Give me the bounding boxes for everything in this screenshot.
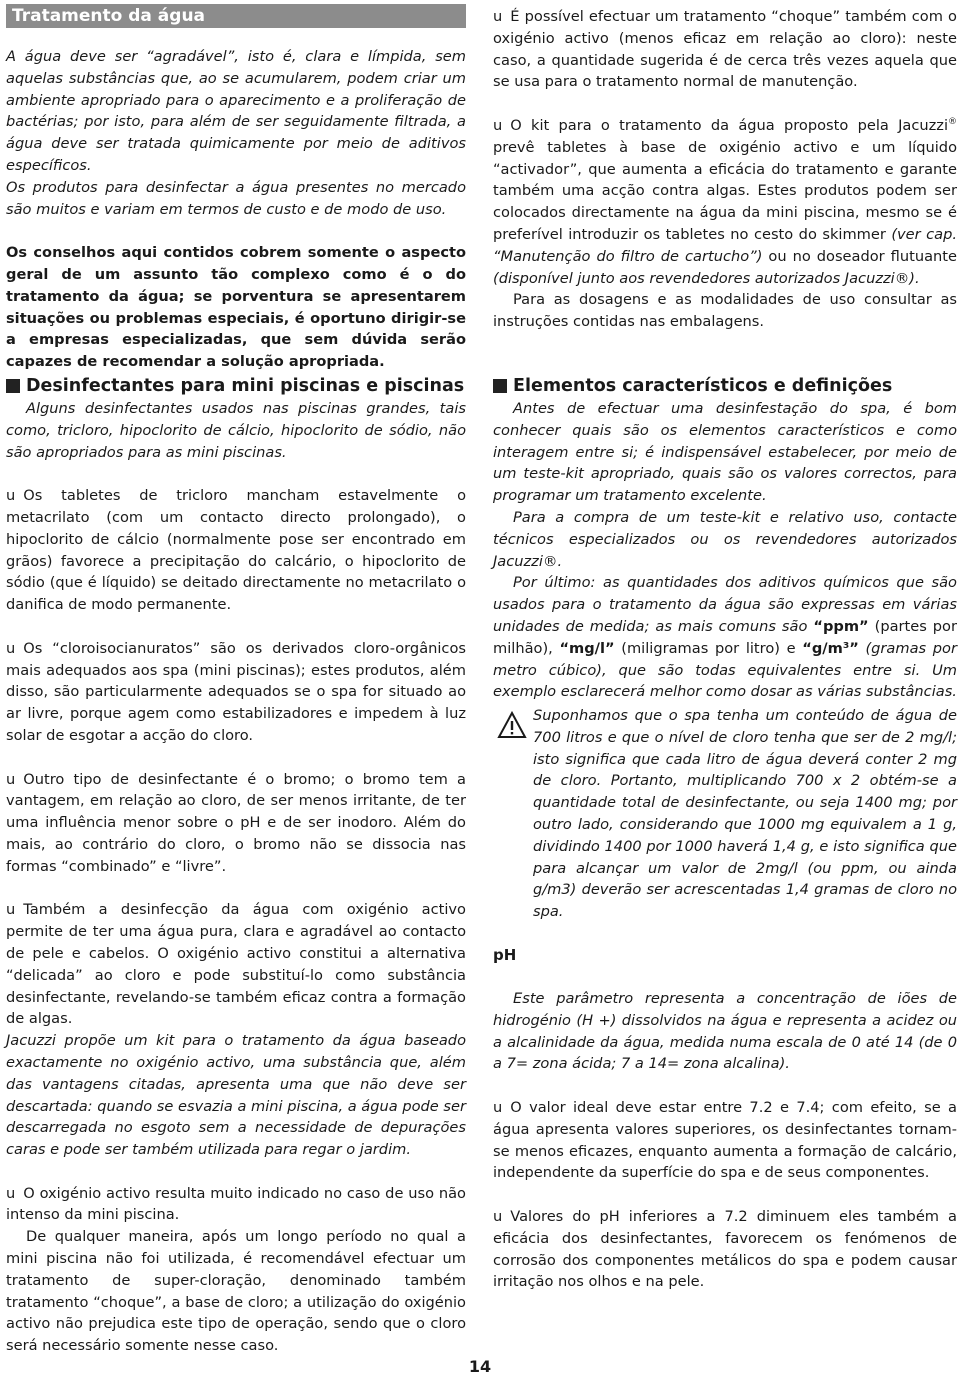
bullet-text: O oxigénio activo resulta muito indicado no caso de uso não intenso da mini piscina. [6, 1184, 466, 1224]
bullet-uso [6, 1183, 466, 1227]
ph-block [493, 988, 957, 1293]
bullet-tricloro [6, 485, 466, 616]
right-top-block [493, 6, 957, 333]
square-bullet-icon [493, 379, 507, 393]
bullet-text: ou no doseador flutuante [762, 247, 957, 265]
ph-paragraph: Este parâmetro representa a concentração de iões de hidrogénio (H +) dissolvidos na água e representa a acidez ou a alcalinidade da água, medida numa escala de 0 até 14 (de 0 a 7= zona ácida; 7 a 14= zona alcalina). [493, 990, 957, 1073]
bullet-kit [493, 115, 957, 289]
square-bullet-icon [6, 379, 20, 393]
bullet-text: Outro tipo de desinfectante é o bromo; o bromo tem a vantagem, em relação ao cloro, de ser menos irritante, de ter uma influência menor sobre o pH e de ser inodoro. Além do mais, ao contrário do cloro, o bromo não se dissocia nas formas “combinado” e “livre”. [6, 770, 466, 875]
bullet-icon: u [6, 487, 16, 505]
bullet-ph-low [493, 1206, 957, 1293]
bullet-icon: u [493, 1207, 503, 1225]
intro-paragraph-1: A água deve ser “agradável”, isto é, clara e límpida, sem aquelas substâncias que, ao se acumularem, podem criar um ambiente apropriado para o aparecimento e a proliferação de bactérias; por isto, para além de ser seguidamente filtrada, a água deve ser tratada quimicamente por meio de aditivos específicos. [6, 48, 466, 174]
bullet-text: Os tabletes de tricloro mancham estavelmente o metacrilato (com um contacto directo prolongado), o hipoclorito de cálcio (normalmente pose ser encontrado em grãos) favorece a precipitação do calcário, o hipoclorito de sódio (que é líquido) se deitado directamente no metacrilato o danifica de modo permanente. [6, 487, 466, 614]
elements-paragraph-1: Antes de efectuar uma desinfestação do spa, é bom conhecer quais são os elementos característicos e como interagem entre si; é indispensável estabelecer, por meio de um teste-kit apropriado, quais são os valores correctos, para programar um tratamento excelente. [493, 400, 957, 505]
bullet-text: O kit para o tratamento da água proposto pela Jacuzzi [510, 116, 948, 134]
intro-paragraph-2: Os produtos para desinfectar a água presentes no mercado são muitos e variam em termos de custo e de modo de uso. [6, 178, 466, 218]
bullet-text: prevê tabletes à base de oxigénio activo e um líquido “activador”, que aumenta a eficácia do tratamento e garante também uma acção contra algas. Estes produtos podem ser colocados directamente na água da mini piscina, mesmo se é preferível introduzir os tabletes no cesto do skimmer [493, 138, 957, 243]
bullet-oxigenio [6, 899, 466, 1030]
unit-mgl: “mg/l” [559, 639, 615, 657]
bullet-text: Também a desinfecção da água com oxigénio activo permite de ter uma água pura, clara e agradável ao contacto de pele e cabelos. O oxigénio activo constitui a alternativa “delicada” ao cloro e pode substituí-lo como substância desinfectante, revelando-se também eficaz contra a formação de algas. [6, 901, 466, 1028]
bullet-icon: u [6, 901, 16, 919]
bullet-bromo [6, 769, 466, 878]
heading-text: Elementos característicos e definições [513, 376, 893, 396]
page-number: 14 [468, 1357, 492, 1376]
dosage-paragraph: Para as dosagens e as modalidades de uso consultar as instruções contidas nas embalagens. [493, 291, 957, 331]
disinfectants-heading [6, 374, 464, 398]
warning-icon [497, 711, 527, 739]
heading-text: Desinfectantes para mini piscinas e piscinas [26, 376, 465, 396]
text: Por último: as quantidades dos aditivos químicos que são usados para o tratamento da água são expressas em várias unidades de medida; as mais comuns são [493, 574, 957, 635]
intro-block [6, 46, 466, 373]
bullet-text: Valores do pH inferiores a 7.2 diminuem eles também a eficácia dos desinfectantes, favorecem os fenómenos de corrosão dos componentes metálicos do spa e podem causar irritação nos olhos e na pele. [493, 1207, 957, 1291]
disinfectants-block [6, 398, 466, 1357]
bullet-choque [493, 6, 957, 93]
bullet-icon: u [6, 1184, 16, 1202]
elements-paragraph-2: Para a compra de um teste-kit e relativo uso, contacte técnicos especializados ou os revendedores autorizados Jacuzzi®. [493, 508, 957, 570]
bullet-text-italic: (ver cap. “Manutenção do filtro de cartucho”) [493, 225, 957, 265]
bullet-text: Os “cloroisocianuratos” são os derivados cloro-orgânicos mais adequados aos spa (mini piscinas); estes produtos, além disso, são particularmente adequados se o spa for situado ao ar livre, porque agem como estabilizadores e impedem à luz solar de esgotar a acção do cloro. [6, 639, 466, 744]
warning-text: Suponhamos que o spa tenha um conteúdo de água de 700 litros e que o nível de cloro tenha que ser de 2 mg/l; isto significa que cada litro de água deverá conter 2 mg de cloro. Portanto, multiplicando 700 x 2 obtém-se a quantidade total de desinfectante, ou seja 1400 mg; por outro lado, considerando que 1000 mg equivalem a 1 g, dividindo 1400 por 1000 haverá 1,4 g, e isto significa que para alcançar um valor de 2mg/l (ou ppm, ou ainda g/m3) deverão ser acrescentadas 1,4 gramas de cloro no spa. [533, 707, 957, 921]
disinfectants-intro: Alguns desinfectantes usados nas piscinas grandes, tais como, tricloro, hipoclorito de cálcio, hipoclorito de sódio, não são apropriados para as mini piscinas. [6, 400, 466, 461]
unit-ppm: “ppm” [813, 617, 869, 635]
bullet-ph-ideal [493, 1097, 957, 1184]
bullet-text: O valor ideal deve estar entre 7.2 e 7.4; com efeito, se a água apresenta valores superiores, os desinfectantes tornam-se menos eficazes, enquanto aumenta a formação de calcário, independente da superfície do spa e de seus componentes. [493, 1098, 957, 1182]
unit-gm3: “g/m³” [802, 639, 859, 657]
bullet-text: É possível efectuar um tratamento “choque” também com o oxigénio activo (menos eficaz em relação ao cloro): neste caso, a quantidade sugerida é de cerca três vezes aquela que se usa para o tratamento normal de manutenção. [493, 8, 957, 91]
jacuzzi-kit-paragraph: Jacuzzi propõe um kit para o tratamento da água baseado exactamente no oxigénio activo, uma substância que, além das vantagens citadas, apresenta uma que não deve ser descartada: quando se esvazia a mini piscina, a água pode ser descarregada no esgoto sem a necessidade de depurações caras e pode ser também utilizada para regar o jardim. [6, 1032, 466, 1159]
supercloracao-paragraph: De qualquer maneira, após um longo período no qual a mini piscina não foi utilizada, é recomendável efectuar um tratamento de super-cloração, denominado também tratamento “choque”, a base de cloro; a utilização do oxigénio activo não prejudica este tipo de operação, sendo que o cloro será necessário somente nesse caso. [6, 1228, 466, 1355]
elements-paragraph-3 [493, 572, 957, 703]
text: (partes por milhão), [493, 617, 957, 657]
intro-paragraph-3: Os conselhos aqui contidos cobrem somente o aspecto geral de um assunto tão complexo como é o do tratamento da água; se porventura se apresentarem situações ou problemas especiais, é oportuno dirigir-se a empresas especializadas, que sem dúvida serão capazes de recomendar a solução apropriada. [6, 244, 466, 371]
elements-heading [493, 374, 892, 398]
bullet-icon: u [493, 1098, 503, 1116]
elements-block [493, 398, 957, 703]
warning-block [533, 705, 957, 923]
bullet-text-italic: (disponível junto aos revendedores autorizados Jacuzzi®). [493, 269, 920, 287]
bullet-icon: u [6, 770, 16, 788]
bullet-icon: u [493, 116, 503, 134]
registered-mark: ® [948, 117, 957, 128]
bullet-icon: u [6, 639, 16, 657]
bullet-cloroisocianuratos [6, 638, 466, 747]
section-title: Tratamento da água [6, 4, 466, 28]
text: (gramas por metro cúbico), que são todas equivalentes entre si. Um exemplo esclarecerá melhor como dosar as várias substâncias. [493, 639, 957, 701]
ph-heading: pH [493, 946, 517, 964]
text: (miligramas por litro) e [614, 639, 803, 657]
bullet-icon: u [493, 8, 503, 25]
